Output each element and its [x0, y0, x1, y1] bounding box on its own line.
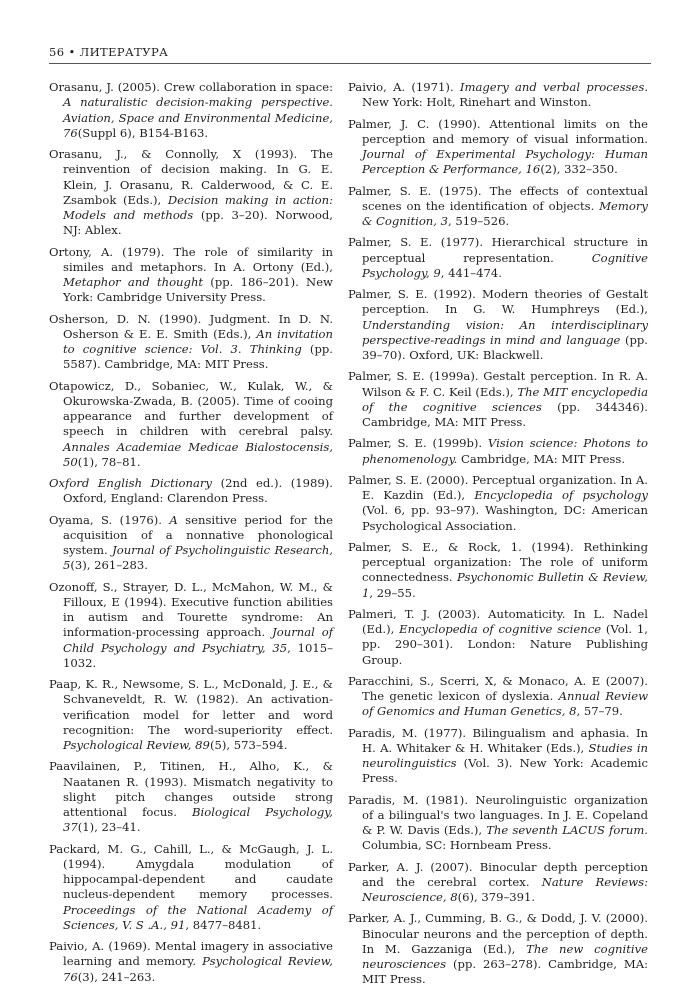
reference-italic-text: Oxford English Dictionary — [49, 476, 212, 490]
reference-text: (Vol. 6, pp. 93–97). Washington, DC: American Psychological Association. — [362, 503, 648, 533]
reference-text: New York: Holt, Rinehart and Winston. — [362, 95, 592, 110]
reference-entry — [49, 476, 333, 507]
reference-text: (5), 573–594. — [209, 738, 288, 752]
reference-entry — [348, 369, 648, 430]
reference-entry — [348, 540, 648, 601]
reference-italic-text: Biological Psychology, 37 — [63, 805, 333, 835]
reference-text: , 1015–1032. — [63, 640, 333, 670]
reference-entry — [49, 939, 333, 985]
reference-text: Palmer, S. E. (1999b). — [348, 436, 488, 451]
reference-entry — [49, 759, 333, 835]
reference-italic-text: An invitation to cognitive science: Vol. 3. Thinking — [63, 326, 333, 356]
reference-entry — [49, 580, 333, 672]
reference-italic-text: A naturalistic decision-making perspective. Aviation, Space and Environmental Medicine, 76 — [63, 95, 333, 140]
page-number: 56 — [49, 45, 65, 59]
reference-italic-text: Annual Review of Genomics and Human Genetics, 8 — [362, 689, 648, 719]
reference-entry — [49, 245, 333, 306]
reference-text: Palmer, S. E. (1977). Hierarchical structure in perceptual representation. — [348, 235, 648, 265]
reference-text: Palmer, S. E. (1975). The effects of contextual scenes on the identification of objects. — [348, 183, 648, 213]
reference-text: Orasanu, J. (2005). Crew collaboration in space: — [49, 80, 333, 94]
reference-entry — [49, 513, 333, 574]
reference-entry — [49, 842, 333, 934]
reference-text: , 57–79. — [576, 704, 623, 719]
reference-text: Columbia, SC: Hornbeam Press. — [362, 838, 552, 853]
reference-text: (pp. 3–20). Norwood, NJ: Ablex. — [63, 208, 333, 238]
reference-column-left — [49, 80, 333, 991]
reference-text: Packard, M. G., Cahill, L., & McGaugh, J. L. (1994). Amygdala modulation of hippocampal-dependent and caudate nucleus-dependent memory processes. — [49, 841, 333, 902]
reference-text: sensitive period for the acquisition of a nonnative phonological system. — [63, 512, 333, 557]
reference-italic-text: Encyclopedia of cognitive science — [399, 622, 602, 636]
section-title: ЛИТЕРАТУРА — [79, 45, 169, 59]
reference-text: (pp. 344346). Cambridge, MA: MIT Press. — [362, 399, 648, 429]
reference-text: (2), 332–350. — [540, 162, 618, 177]
reference-text: , 29–55. — [369, 585, 416, 600]
reference-italic-text: Journal of Child Psychology and Psychiatry, 35 — [63, 625, 334, 655]
reference-text: Palmeri, T. J. (2003). Automaticity. In L. Nadel (Ed.), — [348, 606, 648, 636]
reference-text: (3), 241–263. — [77, 969, 156, 984]
reference-entry — [348, 184, 648, 230]
reference-text: (Vol. 3). New York: Academic Press. — [362, 756, 648, 786]
reference-entry — [348, 607, 648, 668]
reference-text: (1), 78–81. — [77, 454, 141, 469]
reference-text: Palmer, S. E. (2000). Perceptual organization. In A. E. Kazdin (Ed.), — [348, 472, 648, 502]
reference-entry — [348, 674, 648, 720]
reference-text: Paavilainen, P., Titinen, H., Alho, K., & Naatanen R. (1993). Mismatch negativity to slight pitch changes outside strong attentional focus. — [49, 759, 333, 819]
reference-entry — [348, 287, 648, 363]
reference-italic-text: Journal of Experimental Psychology: Human Perception & Performance, 16 — [362, 147, 648, 177]
reference-text: Paradis, M. (1977). Bilingualism and aphasia. In H. A. Whitaker & H. Whitaker (Eds.), — [348, 725, 648, 755]
header-rule — [49, 63, 651, 64]
reference-italic-text: The new cognitive neurosciences — [362, 941, 648, 971]
reference-entry — [348, 235, 648, 281]
reference-text: Palmer, S. E. (1992). Modern theories of Gestalt perception. In G. W. Humphreys (Ed.), — [348, 287, 648, 317]
reference-italic-text: Studies in neurolinguistics — [362, 740, 648, 770]
reference-text: Paradis, M. (1981). Neurolinguistic organization of a bilingual's two languages. In J. E. Copeland & P. W. Davis (Eds.), — [348, 792, 648, 837]
reference-entry — [49, 80, 333, 141]
reference-entry — [348, 726, 648, 787]
reference-text: Paap, K. R., Newsome, S. L., McDonald, J. E., & Schvaneveldt, R. W. (1982). An activation-verification model for letter and word recognition: The word-superiority effect. — [49, 677, 333, 737]
reference-text: , 519–526. — [448, 214, 510, 228]
reference-entry — [348, 117, 648, 178]
reference-text: (pp. 263–278). Cambridge, MA: MIT Press. — [362, 957, 648, 987]
reference-italic-text: Memory & Cognition, 3 — [362, 198, 648, 228]
reference-italic-text: Journal of Psycholinguistic Research, 5 — [63, 543, 333, 573]
reference-text: (3), 261–283. — [70, 558, 148, 573]
reference-text: , 441–474. — [440, 265, 502, 280]
reference-text: (6), 379–391. — [457, 890, 536, 904]
reference-text: Paivio, A. (1969). Mental imagery in associative learning and memory. — [49, 939, 333, 969]
reference-entry — [348, 793, 648, 854]
reference-text: Ozonoff, S., Strayer, D. L., McMahon, W. M., & Filloux, E (1994). Executive function abilities in autism and Tourette syndrome: An information-processing approach. — [49, 579, 333, 640]
reference-entry — [348, 860, 648, 906]
reference-italic-text: Vision science: Photons to phenomenology. — [362, 436, 648, 466]
reference-italic-text: Nature Reviews: Neuroscience, 8 — [362, 874, 648, 904]
reference-italic-text: Annales Academiae Medicae Bialostocensis, 50 — [63, 439, 333, 469]
reference-entry — [49, 312, 333, 373]
reference-italic-text: A — [169, 512, 178, 527]
reference-text: Otapowicz, D., Sobaniec, W., Kulak, W., & Okurowska-Zwada, B. (2005). Time of cooing appearance and further development of speech in children with cerebral palsy. — [49, 378, 333, 439]
reference-text: (Suppl 6), B154-B163. — [77, 125, 209, 140]
reference-italic-text: Imagery and verbal processes. — [459, 80, 648, 94]
reference-text: (1), 23–41. — [77, 820, 141, 835]
reference-text: , 8477–8481. — [185, 917, 262, 932]
reference-italic-text: Decision making in action: Models and methods — [63, 192, 333, 222]
header-separator: • — [68, 45, 76, 59]
reference-text: Ortony, A. (1979). The role of similarity in similes and metaphors. In A. Ortony (Ed.), — [49, 244, 333, 274]
reference-text: Osherson, D. N. (1990). Judgment. In D. N. Osherson & E. E. Smith (Eds.), — [49, 311, 333, 341]
reference-italic-text: The MIT encyclopedia of the cognitive sciences — [362, 384, 648, 414]
reference-entry — [49, 147, 333, 239]
reference-italic-text: Encyclopedia of psychology — [474, 488, 648, 502]
reference-italic-text: Psychological Review, 76 — [63, 954, 333, 984]
reference-italic-text: Psychonomic Bulletin & Review, 1 — [362, 570, 648, 600]
reference-italic-text: Understanding vision: An interdisciplinary perspective-readings in mind and language — [362, 317, 648, 347]
reference-italic-text: The seventh LACUS forum. — [486, 823, 648, 837]
reference-entry — [348, 436, 648, 467]
reference-text: Parker, A. J. (2007). Binocular depth perception and the cerebral cortex. — [348, 859, 648, 889]
reference-text: Palmer, S. E. (1999a). Gestalt perception. In R. A. Wilson & F. C. Keil (Eds.), — [348, 369, 648, 399]
reference-text: Paivio, A. (1971). — [348, 80, 460, 94]
reference-entry — [49, 677, 333, 753]
reference-text: Oyama, S. (1976). — [49, 512, 170, 527]
reference-italic-text: Cognitive Psychology, 9 — [362, 250, 648, 280]
reference-text: Palmer, J. C. (1990). Attentional limits on the perception and memory of visual information. — [348, 116, 648, 146]
reference-entry — [348, 911, 648, 987]
reference-entry — [348, 473, 648, 534]
reference-italic-text: Psychological Review, 89 — [63, 738, 210, 752]
reference-text: Paracchini, S., Scerri, X, & Monaco, A. E (2007). The genetic lexicon of dyslexia. — [348, 673, 648, 703]
reference-text: (pp. 186–201). New York: Cambridge University Press. — [63, 275, 333, 305]
reference-italic-text: Proceedings of the National Academy of Sciences, V. S .A., 91 — [63, 902, 333, 932]
reference-text: Cambridge, MA: MIT Press. — [457, 451, 626, 466]
reference-text: (pp. 39–70). Oxford, UK: Blackwell. — [362, 332, 648, 362]
reference-text: Parker, A. J., Cumming, B. G., & Dodd, J. V. (2000). Binocular neurons and the perception of depth. In M. Gazzaniga (Ed.), — [348, 911, 648, 956]
reference-text: Palmer, S. E., & Rock, 1. (1994). Rethinking perceptual organization: The role of uniform connectedness. — [348, 539, 648, 585]
reference-entry — [49, 379, 333, 471]
reference-entry — [348, 80, 648, 111]
reference-text: (2nd ed.). (1989). Oxford, England: Clarendon Press. — [63, 476, 333, 506]
reference-column-right — [348, 80, 648, 994]
reference-text: (Vol. 1, pp. 290–301). London: Nature Publishing Group. — [362, 622, 648, 667]
reference-text: (pp. 5587). Cambridge, MA: MIT Press. — [63, 342, 333, 372]
reference-text: Orasanu, J., & Connolly, X (1993). The reinvention of decision making. In G. E. Klein, J. Orasanu, R. Calderwood, & C. E. Zsambok (Eds.), — [49, 147, 333, 207]
reference-italic-text: Metaphor and thought — [63, 275, 204, 289]
running-header — [49, 45, 651, 59]
